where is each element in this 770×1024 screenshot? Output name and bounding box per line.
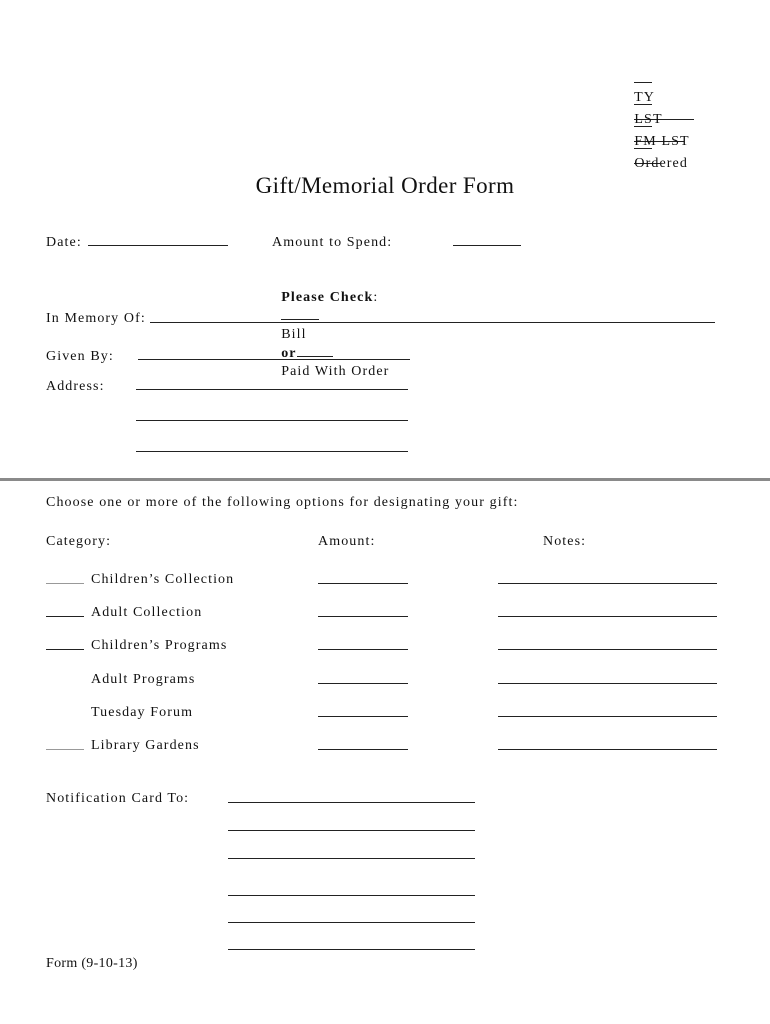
category-checkbox-childrens-collection[interactable] (46, 583, 84, 584)
notes-field-childrens-programs[interactable] (498, 649, 717, 650)
bill-label: Bill (281, 327, 307, 342)
section-divider (0, 478, 770, 481)
notification-line-5-field[interactable] (228, 922, 475, 923)
notes-field-tuesday-forum[interactable] (498, 716, 717, 717)
amount-field-library-gardens[interactable] (318, 749, 408, 750)
category-checkbox-childrens-programs[interactable] (46, 649, 84, 650)
page-title: Gift/Memorial Order Form (255, 173, 515, 198)
address-label: Address: (46, 379, 105, 394)
please-check-colon: : (373, 290, 379, 305)
category-adult-collection: Adult Collection (91, 605, 203, 620)
options-instructions: Choose one or more of the following options for designating your gift: (46, 495, 519, 510)
notification-card-label: Notification Card To: (46, 791, 190, 806)
amount-field-adult-collection[interactable] (318, 616, 408, 617)
category-adult-programs: Adult Programs (91, 672, 196, 687)
given-by-label: Given By: (46, 349, 114, 364)
notes-field-adult-collection[interactable] (498, 616, 717, 617)
please-check-label: Please Check (281, 290, 374, 305)
address-line-3-field[interactable] (136, 451, 408, 452)
checklist-ordered-label: Ordered (634, 156, 688, 171)
notification-line-1-field[interactable] (228, 802, 475, 803)
amount-to-spend-label: Amount to Spend: (272, 235, 393, 250)
notes-field-childrens-collection[interactable] (498, 583, 717, 584)
bill-checkbox-blank[interactable] (281, 307, 319, 320)
please-check-row (272, 271, 389, 381)
category-tuesday-forum: Tuesday Forum (91, 705, 194, 720)
amount-to-spend-field[interactable] (453, 245, 521, 246)
checklist-lst-label: LST (634, 112, 663, 127)
category-library-gardens: Library Gardens (91, 738, 200, 753)
amount-field-tuesday-forum[interactable] (318, 716, 408, 717)
address-line-2-field[interactable] (136, 420, 408, 421)
amount-column-header: Amount: (318, 534, 376, 549)
notes-field-adult-programs[interactable] (498, 683, 717, 684)
amount-field-adult-programs[interactable] (318, 683, 408, 684)
category-checkbox-adult-collection[interactable] (46, 616, 84, 617)
category-column-header: Category: (46, 534, 112, 549)
checklist-ty-label: TY (634, 90, 656, 105)
category-childrens-programs: Children’s Programs (91, 638, 228, 653)
category-childrens-collection: Children’s Collection (91, 572, 235, 587)
amount-field-childrens-collection[interactable] (318, 583, 408, 584)
checkbox-ordered-blank[interactable] (634, 136, 652, 149)
date-field[interactable] (88, 245, 228, 246)
address-line-1-field[interactable] (136, 389, 408, 390)
date-label: Date: (46, 235, 82, 250)
category-checkbox-library-gardens[interactable] (46, 749, 84, 750)
amount-field-childrens-programs[interactable] (318, 649, 408, 650)
in-memory-of-field[interactable] (150, 322, 715, 323)
notification-line-2-field[interactable] (228, 830, 475, 831)
paid-with-order-label: Paid With Order (281, 364, 390, 379)
in-memory-of-label: In Memory Of: (46, 311, 146, 326)
notes-column-header: Notes: (543, 534, 587, 549)
notification-line-3-field[interactable] (228, 858, 475, 859)
form-version-id: Form (9-10-13) (46, 956, 138, 971)
notification-line-4-field[interactable] (228, 895, 475, 896)
given-by-field[interactable] (138, 359, 410, 360)
notes-field-library-gardens[interactable] (498, 749, 717, 750)
notification-line-6-field[interactable] (228, 949, 475, 950)
paid-checkbox-blank[interactable] (297, 344, 333, 357)
or-label: or (281, 346, 297, 361)
checklist-fm-lst-label: FM LST (634, 134, 690, 149)
